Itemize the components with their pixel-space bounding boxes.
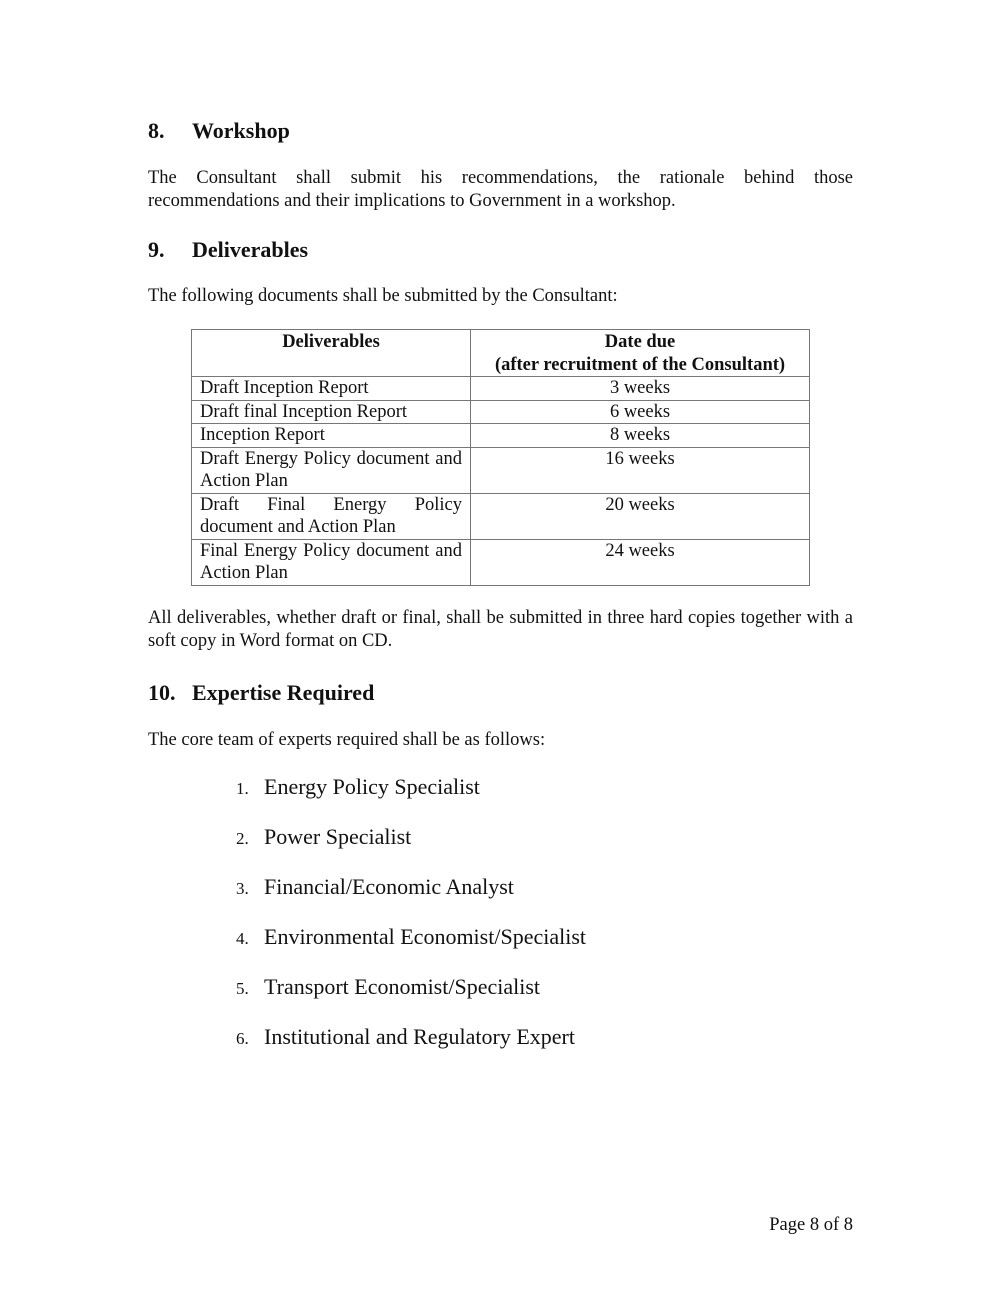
deliverable-name: Inception Report xyxy=(192,424,471,448)
section-number: 8. xyxy=(148,118,165,143)
section-title: Expertise Required xyxy=(192,680,375,705)
list-item xyxy=(236,824,586,874)
expert-label: Environmental Economist/Specialist xyxy=(264,924,586,949)
expert-label: Transport Economist/Specialist xyxy=(264,974,541,999)
deliverable-due: 16 weeks xyxy=(471,447,810,493)
deliverable-due: 20 weeks xyxy=(471,493,810,539)
deliverable-name: Draft Final Energy Policy document and Action Plan xyxy=(192,493,471,539)
workshop-paragraph: The Consultant shall submit his recommendations, the rationale behind those recommendations and their implications to Government in a workshop. xyxy=(148,168,853,211)
deliverable-due: 8 weeks xyxy=(471,424,810,448)
deliverable-name: Draft Inception Report xyxy=(192,377,471,401)
list-number: 4. xyxy=(236,929,249,948)
section-title: Workshop xyxy=(192,118,290,143)
list-number: 6. xyxy=(236,1029,249,1048)
section-title: Deliverables xyxy=(192,237,309,262)
experts-list xyxy=(236,774,586,1074)
section-number: 9. xyxy=(148,237,165,262)
table-row xyxy=(192,424,810,448)
list-number: 1. xyxy=(236,779,249,798)
list-item xyxy=(236,924,586,974)
list-item xyxy=(236,874,586,924)
table-row xyxy=(192,400,810,424)
section-heading-workshop xyxy=(148,118,290,144)
table-row xyxy=(192,447,810,493)
table-header-row xyxy=(192,330,810,377)
deliverable-due: 24 weeks xyxy=(471,539,810,585)
deliverable-due: 3 weeks xyxy=(471,377,810,401)
deliverable-due: 6 weeks xyxy=(471,400,810,424)
section-heading-expertise xyxy=(148,680,374,706)
deliverable-name: Draft final Inception Report xyxy=(192,400,471,424)
section-heading-deliverables xyxy=(148,237,308,263)
header-date-due xyxy=(471,330,810,377)
deliverable-name: Draft Energy Policy document and Action Plan xyxy=(192,447,471,493)
expert-label: Financial/Economic Analyst xyxy=(264,874,514,899)
expert-label: Institutional and Regulatory Expert xyxy=(264,1024,575,1049)
deliverables-intro: The following documents shall be submitted by the Consultant: xyxy=(148,286,618,306)
header-date-label: Date due xyxy=(604,332,676,352)
deliverable-name: Final Energy Policy document and Action Plan xyxy=(192,539,471,585)
list-number: 2. xyxy=(236,829,249,848)
expertise-intro: The core team of experts required shall be as follows: xyxy=(148,730,546,750)
expert-label: Power Specialist xyxy=(264,824,412,849)
header-deliverables: Deliverables xyxy=(192,330,471,377)
deliverables-table xyxy=(191,329,810,586)
section-number: 10. xyxy=(148,680,176,705)
page-number: Page 8 of 8 xyxy=(769,1215,853,1235)
list-number: 5. xyxy=(236,979,249,998)
list-item xyxy=(236,1024,586,1074)
table-row xyxy=(192,377,810,401)
list-number: 3. xyxy=(236,879,249,898)
header-date-sublabel: (after recruitment of the Consultant) xyxy=(494,354,786,375)
list-item xyxy=(236,974,586,1024)
table-row xyxy=(192,539,810,585)
list-item xyxy=(236,774,586,824)
deliverables-note: All deliverables, whether draft or final, shall be submitted in three hard copies together with a soft copy in Word format on CD. xyxy=(148,608,853,651)
table-row xyxy=(192,493,810,539)
expert-label: Energy Policy Specialist xyxy=(264,774,480,799)
